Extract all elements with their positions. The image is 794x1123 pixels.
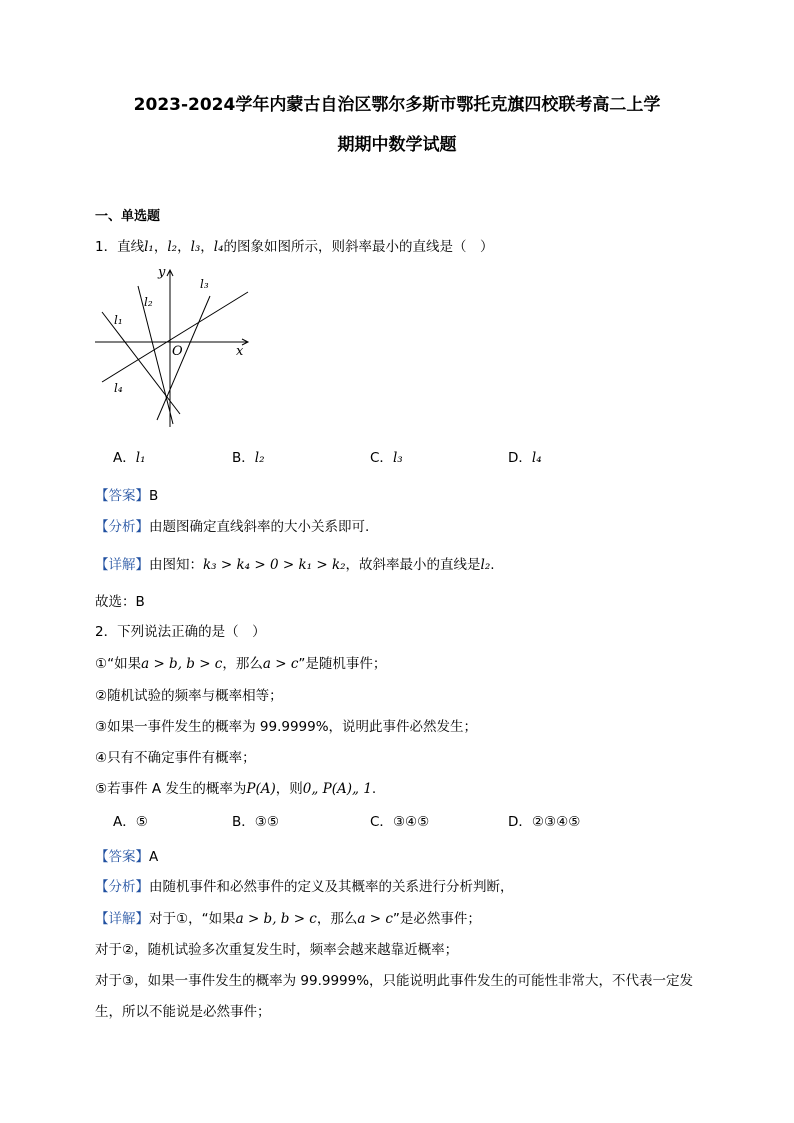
option-value: l₂ [254,450,265,466]
statement-text: ①“如果 [95,656,142,672]
option-value: ③④⑤ [392,814,430,830]
option-value: l₃ [392,450,403,466]
option-label: B． [232,450,255,466]
option-label: B． [232,814,255,830]
q2-option-a [113,810,148,830]
detail-text: 对于①，“如果 [149,911,236,927]
q2-option-c [370,810,429,830]
option-label: A． [113,450,136,466]
option-value: ②③④⑤ [531,814,581,830]
title-line-2: 期期中数学试题 [337,135,457,155]
detail-math: k₃ > k₄ > 0 > k₁ > k₂ [203,557,346,573]
q1-l3: l₃ [190,239,201,255]
q2-detail-3-cont: 生，所以不能说是必然事件； [95,1004,271,1020]
detail-text: ，那么 [316,911,358,927]
option-label: A． [113,814,136,830]
q1-l2: l₂ [167,239,178,255]
q2-statement-1 [95,652,386,672]
q2-option-d [508,810,580,830]
q2-analysis [95,875,514,895]
q1-stem-prefix: 1．直线 [95,239,145,255]
option-label: C． [370,450,393,466]
q1-sep: ， [177,239,191,255]
fig-label-l1: l₁ [114,313,123,327]
detail-text: ”是必然事件； [392,911,481,927]
q1-detail [95,553,495,573]
q1-l4: l₄ [213,239,224,255]
q2-statement-4: ④只有不确定事件有概率； [95,750,256,766]
detail-text: 由图知： [149,557,203,573]
detail-math: a > c [357,911,393,927]
q1-option-d [508,446,542,466]
q2-detail-1 [95,907,481,927]
statement-text: ，那么 [222,656,263,672]
analysis-tag: 【分析】 [95,519,149,535]
q1-l1: l₁ [144,239,154,255]
answer-value: B [149,488,159,504]
detail-text: ，故斜率最小的直线是 [345,557,481,573]
q1-sep: ， [153,239,168,255]
fig-label-l2: l₂ [144,295,153,309]
q2-detail-3: 对于③，如果一事件发生的概率为 99.9999%，只能说明此事件发生的可能性非常大，不代表一定发 [95,973,694,989]
option-value: ③⑤ [254,814,279,830]
fig-label-l3: l₃ [200,277,209,291]
q1-answer [95,484,158,504]
detail-math: l₂ [480,557,491,573]
q1-figure [90,262,260,432]
q1-option-a [113,446,145,466]
q2-option-b [232,810,279,830]
title-line-1: 2023-2024学年内蒙古自治区鄂尔多斯市鄂托克旗四校联考高二上学 [133,95,661,115]
fig-label-origin: O [172,344,183,359]
q2-detail-2: 对于②，随机试验多次重复发生时，频率会越来越靠近概率； [95,942,459,958]
statement-math: a > b, b > c [141,656,223,672]
option-value: l₄ [531,450,542,466]
q2-statement-2: ②随机试验的频率与概率相等； [95,688,283,704]
option-value: l₁ [135,450,146,466]
option-label: C． [370,814,393,830]
fig-label-l4: l₄ [114,381,123,395]
statement-text: . [371,781,377,797]
answer-tag: 【答案】 [95,488,149,504]
detail-tag: 【详解】 [95,557,149,573]
q1-option-c [370,446,403,466]
statement-text: ⑤若事件 A 发生的概率为 [95,781,247,797]
fig-label-x: x [236,344,244,359]
fig-label-y: y [158,265,166,280]
line-l1 [102,312,180,414]
answer-tag: 【答案】 [95,849,149,865]
option-label: D． [508,814,532,830]
section-heading: 一、单选题 [95,209,161,224]
q2-statement-5 [95,777,376,797]
statement-math: P(A) [246,781,276,797]
detail-tag: 【详解】 [95,911,149,927]
q1-sep: ， [200,239,214,255]
detail-text: . [490,557,495,573]
statement-math: 0„ P(A)„ 1 [302,781,372,797]
q2-stem: 2．下列说法正确的是（ ） [95,624,266,640]
detail-math: a > b, b > c [235,911,317,927]
analysis-text: 由题图确定直线斜率的大小关系即可. [149,519,370,535]
analysis-text: 由随机事件和必然事件的定义及其概率的关系进行分析判断， [149,879,514,895]
option-label: D． [508,450,532,466]
line-l3 [157,296,210,420]
q1-option-b [232,446,265,466]
q1-stem-suffix: 的图象如图所示，则斜率最小的直线是（ ） [223,239,494,255]
q1-stem [95,235,494,255]
line-l4 [102,292,248,382]
q2-statement-3: ③如果一事件发生的概率为 99.9999%，说明此事件必然发生； [95,719,478,735]
statement-text: ”是随机事件； [298,656,387,672]
q1-conclusion: 故选：B [95,594,145,610]
statement-math: a > c [262,656,299,672]
option-value: ⑤ [135,814,148,830]
statement-text: ，则 [275,781,303,797]
answer-value: A [149,849,159,865]
q2-answer [95,845,158,865]
analysis-tag: 【分析】 [95,879,149,895]
q1-analysis [95,515,369,535]
